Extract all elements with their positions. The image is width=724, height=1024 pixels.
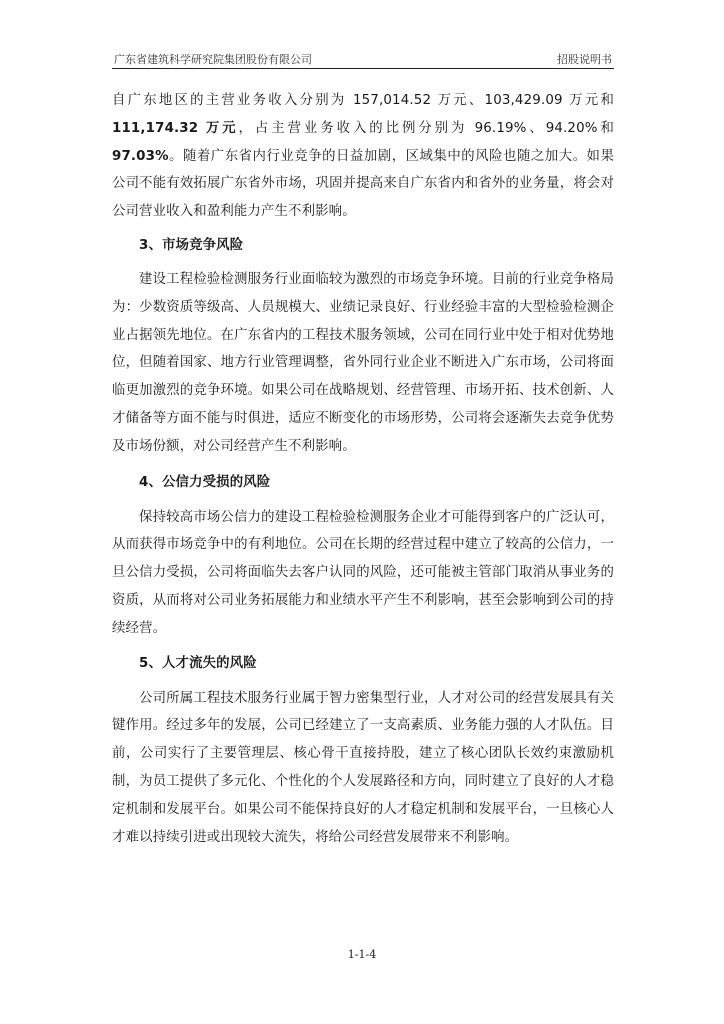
paragraph-regional-concentration [112,87,614,226]
page-number: 1-1-4 [347,948,377,961]
paragraph-market-competition: 建设工程检验检测服务行业面临较为激烈的市场竞争环境。目前的行业竞争格局为：少数资质等级高、人员规模大、业绩记录良好、行业经验丰富的大型检验检测企业占据领先地位。在广东省内的工程技术服务领域，公司在同行业中处于相对优势地位，但随着国家、地方行业管理调整，省外同行业企业不断进入广东市场，公司将面临更加激烈的竞争环境。如果公司在战略规划、经营管理、市场开拓、技术创新、人才储备等方面不能与时俱进，适应不断变化的市场形势，公司将会逐渐失去竞争优势及市场份额，对公司经营产生不利影响。 [112,271,614,454]
page-header [112,50,614,69]
header-company-name: 广东省建筑科学研究院集团股份有限公司 [114,53,312,66]
paragraph-text: 。随着广东省内行业竞争的日益加剧，区域集中的风险也随之加大。如果公司不能有效拓展广东省外市场，巩固并提高来自广东省内和省外的业务量，将会对公司营业收入和盈利能力产生不利影响。 [112,148,614,220]
section-heading-market-competition: 3、市场竞争风险 [139,237,244,253]
paragraph-text: ，占主营业务收入的比例分别为 96.19%、94.20%和 [238,120,614,136]
bold-percentage-value: 97.03% [112,148,169,164]
section-heading-credibility: 4、公信力受损的风险 [139,474,271,490]
paragraph-talent-loss: 公司所属工程技术服务行业属于智力密集型行业，人才对公司的经营发展具有关键作用。经过多年的发展，公司已经建立了一支高素质、业务能力强的人才队伍。目前，公司实行了主要管理层、核心骨干直接持股，建立了核心团队长效约束激励机制，为员工提供了多元化、个性化的个人发展路径和方向，同时建立了良好的人才稳定机制和发展平台。如果公司不能保持良好的人才稳定机制和发展平台，一旦核心人才难以持续引进或出现较大流失，将给公司经营发展带来不利影响。 [112,690,614,845]
section-heading-talent-loss: 5、人才流失的风险 [139,655,257,671]
paragraph-text: 自广东地区的主营业务收入分别为 157,014.52 万元、103,429.09 万元和 [112,93,614,108]
header-document-type: 招股说明书 [557,53,612,66]
document-body [112,87,614,851]
bold-revenue-value: 111,174.32 万元 [112,120,239,136]
paragraph-credibility: 保持较高市场公信力的建设工程检验检测服务企业才可能得到客户的广泛认可，从而获得市场竞争中的有利地位。公司在长期的经营过程中建立了较高的公信力，一旦公信力受损，公司将面临失去客户认同的风险，还可能被主管部门取消从事业务的资质，从而将对公司业务拓展能力和业绩水平产生不利影响，甚至会影响到公司的持续经营。 [112,509,614,636]
